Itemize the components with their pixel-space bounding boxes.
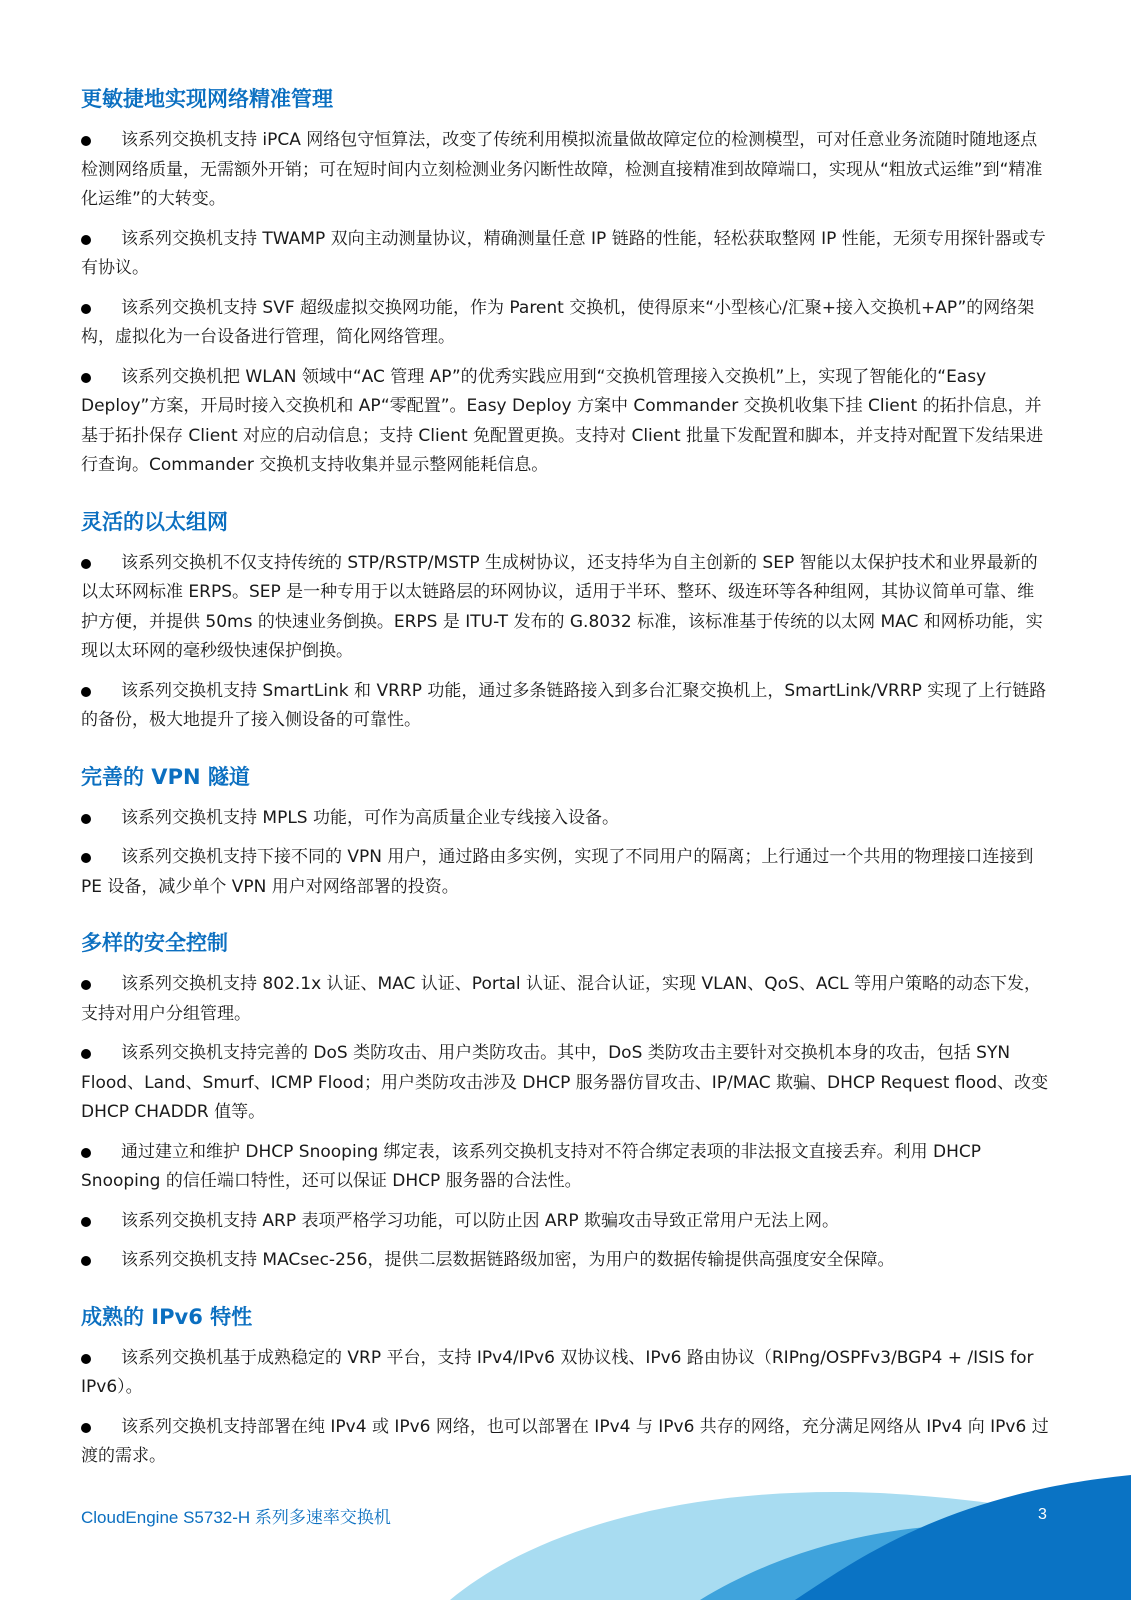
bullet-icon — [81, 1217, 91, 1227]
bullet-icon — [81, 373, 91, 383]
section-network-management — [81, 84, 1049, 481]
bullet-text: 该系列交换机支持 iPCA 网络包守恒算法，改变了传统利用模拟流量做故障定位的检测模型，可对任意业务流随时随地逐点检测网络质量，无需额外开销；可在短时间内立刻检测业务闪断性故障，检测直接精准到故障端口，实现从“粗放式运维”到“精准化运维”的大转变。 — [81, 130, 1043, 209]
page-footer — [0, 1475, 1131, 1600]
section-security-control — [81, 928, 1049, 1276]
bullet-text: 该系列交换机支持完善的 DoS 类防攻击、用户类防攻击。其中，DoS 类防攻击主要针对交换机本身的攻击，包括 SYN Flood、Land、Smurf、ICMP Flood；用户类防攻击涉及 DHCP 服务器仿冒攻击、IP/MAC 欺骗、DHCP Request flood、改变 DHCP CHADDR 值等。 — [81, 1043, 1049, 1122]
bullet-item — [81, 970, 1049, 1029]
bullet-item — [81, 1413, 1049, 1472]
bullet-text: 该系列交换机支持 MACsec-256，提供二层数据链路级加密，为用户的数据传输提供高强度安全保障。 — [121, 1250, 895, 1270]
bullet-text: 该系列交换机支持 ARP 表项严格学习功能，可以防止因 ARP 欺骗攻击导致正常用户无法上网。 — [121, 1210, 839, 1231]
bullet-text: 该系列交换机支持下接不同的 VPN 用户，通过路由多实例，实现了不同用户的隔离；上行通过一个共用的物理接口连接到 PE 设备，减少单个 VPN 用户对网络部署的投资。 — [81, 847, 1034, 897]
bullet-icon — [81, 304, 91, 314]
section-title: 成熟的 IPv6 特性 — [81, 1304, 253, 1329]
bullet-icon — [81, 1049, 91, 1059]
bullet-icon — [81, 853, 91, 863]
bullet-item — [81, 804, 1049, 834]
bullet-text: 该系列交换机把 WLAN 领域中“AC 管理 AP”的优秀实践应用到“交换机管理接入交换机”上，实现了智能化的“Easy Deploy”方案，开局时接入交换机和 AP“零配置”。Easy Deploy 方案中 Commander 交换机收集下挂 Client 的拓扑信息，并基于拓扑保存 Client 对应的启动信息；支持 Client 免配置更换。支持对 Client 批量下发配置和脚本，并支持对配置下发结果进行查询。Commander 交换机支持收集并显示整网能耗信息。 — [81, 366, 1044, 475]
bullet-text: 该系列交换机基于成熟稳定的 VRP 平台，支持 IPv4/IPv6 双协议栈、IPv6 路由协议（RIPng/OSPFv3/BGP4 + /ISIS for IPv6）。 — [81, 1347, 1034, 1397]
section-vpn-tunnel — [81, 762, 1049, 903]
bullet-item — [81, 126, 1049, 215]
bullet-text: 该系列交换机支持 SVF 超级虚拟交换网功能，作为 Parent 交换机，使得原来“小型核心/汇聚+接入交换机+AP”的网络架构，虚拟化为一台设备进行管理，简化网络管理。 — [81, 297, 1035, 347]
section-ethernet-networking — [81, 507, 1049, 736]
bullet-item — [81, 1246, 1049, 1276]
page-number: 3 — [1038, 1506, 1047, 1523]
bullet-text: 该系列交换机支持部署在纯 IPv4 或 IPv6 网络，也可以部署在 IPv4 与 IPv6 共存的网络，充分满足网络从 IPv4 向 IPv6 过渡的需求。 — [81, 1416, 1049, 1466]
bullet-icon — [81, 1423, 91, 1433]
bullet-item — [81, 225, 1049, 284]
bullet-text: 通过建立和维护 DHCP Snooping 绑定表，该系列交换机支持对不符合绑定表项的非法报文直接丢弃。利用 DHCP Snooping 的信任端口特性，还可以保证 DHCP 服务器的合法性。 — [81, 1141, 982, 1191]
bullet-item — [81, 1207, 1049, 1237]
section-ipv6-features — [81, 1302, 1049, 1472]
bullet-item — [81, 294, 1049, 353]
bullet-text: 该系列交换机支持 TWAMP 双向主动测量协议，精确测量任意 IP 链路的性能，轻松获取整网 IP 性能，无须专用探针器或专有协议。 — [81, 228, 1046, 278]
bullet-icon — [81, 1354, 91, 1364]
footer-product-title: CloudEngine S5732-H 系列多速率交换机 — [81, 1508, 391, 1527]
document-body — [81, 84, 1049, 1498]
bullet-icon — [81, 235, 91, 245]
bullet-item — [81, 549, 1049, 667]
bullet-icon — [81, 814, 91, 824]
bullet-text: 该系列交换机支持 802.1x 认证、MAC 认证、Portal 认证、混合认证，实现 VLAN、QoS、ACL 等用户策略的动态下发，支持对用户分组管理。 — [81, 974, 1041, 1024]
section-title: 灵活的以太组网 — [81, 509, 228, 534]
bullet-text: 该系列交换机支持 MPLS 功能，可作为高质量企业专线接入设备。 — [121, 807, 619, 828]
bullet-item — [81, 677, 1049, 736]
section-title: 多样的安全控制 — [81, 931, 228, 955]
bullet-icon — [81, 980, 91, 990]
bullet-icon — [81, 559, 91, 569]
bullet-item — [81, 1039, 1049, 1128]
bullet-icon — [81, 1148, 91, 1158]
section-title: 更敏捷地实现网络精准管理 — [81, 87, 333, 111]
bullet-item — [81, 843, 1049, 902]
bullet-text: 该系列交换机不仅支持传统的 STP/RSTP/MSTP 生成树协议，还支持华为自主创新的 SEP 智能以太保护技术和业界最新的以太环网标准 ERPS。SEP 是一种专用于以太链路层的环网协议，适用于半环、整环、级连环等各种组网，其协议简单可靠、维护方便，并提供 50ms 的快速业务倒换。ERPS 是 ITU-T 发布的 G.8032 标准，该标准基于传统的以太网 MAC 和网桥功能，实现以太环网的毫秒级快速保护倒换。 — [81, 552, 1043, 661]
bullet-text: 该系列交换机支持 SmartLink 和 VRRP 功能，通过多条链路接入到多台汇聚交换机上，SmartLink/VRRP 实现了上行链路的备份，极大地提升了接入侧设备的可靠性。 — [81, 680, 1047, 730]
footer-wave-decoration — [0, 1475, 1131, 1600]
bullet-icon — [81, 1256, 91, 1266]
bullet-item — [81, 1344, 1049, 1403]
section-title: 完善的 VPN 隧道 — [81, 764, 250, 789]
bullet-item — [81, 363, 1049, 481]
bullet-icon — [81, 687, 91, 697]
bullet-item — [81, 1138, 1049, 1197]
bullet-icon — [81, 136, 91, 146]
